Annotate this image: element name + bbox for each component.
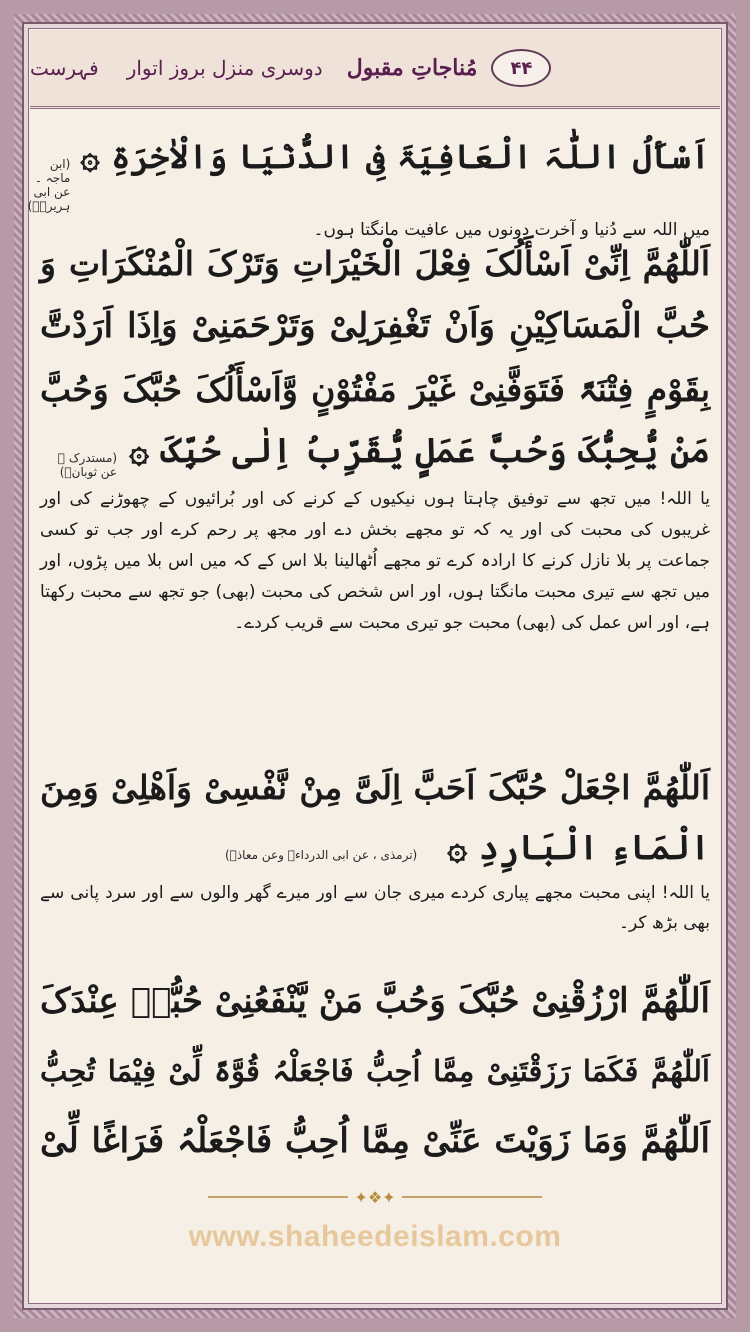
- hadith-reference: (ابن ماجہ ۔ عن ابی ہریرہؓ): [27, 157, 71, 213]
- arabic-line: اَللّٰھُمَّ ارْزُقْنِیْ حُبَّکَ وَحُبَّ مَنْ یَّنْفَعُنِیْ حُبُّہٗ عِنْدَکَ: [40, 981, 710, 1021]
- page-number-badge: [491, 49, 551, 87]
- dua-block-4: [40, 966, 710, 1176]
- urdu-translation: یا اللہ! اپنی محبت مجھے پیاری کردے میری جان سے اور میرے گھر والوں سے اور سرد پانی سے بھی بڑھ کر۔: [40, 883, 710, 933]
- header-row: [30, 44, 720, 92]
- arabic-line: حُبَّ الْمَسَاکِیْنِ وَاَنْ تَغْفِرَلِیْ وَتَرْحَمَنِیْ وَاِذَا اَرَدْتَّ: [40, 306, 710, 346]
- arabic-line: اَسْأَلُ اللّٰہَ الْعَافِیَۃَ فِی الدُّنْیَا وَالْاٰخِرَۃِ ۞: [80, 137, 710, 176]
- arabic-line: اَللّٰھُمَّ اِنِّیْ اَسْأَلُکَ فِعْلَ الْخَیْرَاتِ وَتَرْکَ الْمُنْکَرَاتِ وَ: [40, 244, 710, 283]
- arabic-line: اَللّٰھُمَّ وَمَا زَوَیْتَ عَنِّیْ مِمَّا اُحِبُّ فَاجْعَلْہُ فَرَاغًا لِّیْ: [40, 1121, 710, 1161]
- website-link[interactable]: www.shaheedeislam.com: [188, 1220, 562, 1253]
- page-content: [27, 130, 711, 1180]
- divider-line: [208, 1196, 348, 1198]
- ornament-divider: [0, 1188, 750, 1206]
- arabic-line: مَنْ یُّحِبُّکَ وَحُبَّ عَمَلٍ یُّقَرِّبُ اِلٰی حُبِّکَ ۞: [129, 431, 710, 471]
- urdu-translation: یا اللہ! میں تجھ سے توفیق چاہتا ہوں نیکیوں کے کرنے کی اور بُرائیوں کے چھوڑنے کی اور غریبوں کی محبت کی اور یہ کہ تو مجھے بخش دے اور مجھ پر رحم کرے اور جب تو کسی جماعت پر بلا نازل کرنے کا ارادہ کرے تو مجھے اُٹھالینا بلا اس کے کہ میں اس بلا میں پڑوں، اور میں تجھ سے تیری محبت مانگتا ہوں، اور اس شخص کی محبت (بھی) جو تجھ سے محبت رکھتا ہے، اور اس عمل کی (بھی) محبت جو تیری محبت سے قریب کردے۔: [40, 489, 711, 633]
- arabic-line: اَللّٰھُمَّ اجْعَلْ حُبَّکَ اَحَبَّ اِلَیَّ مِنْ نَّفْسِیْ وَاَھْلِیْ وَمِنَ: [40, 768, 710, 807]
- section-subtitle: دوسری منزل بروز اتوار: [126, 56, 323, 80]
- urdu-translation: میں اللہ سے دُنیا و آخرت دونوں میں عافیت مانگتا ہوں۔: [313, 220, 710, 240]
- dua-block-3: [40, 756, 710, 938]
- ornament-icon: ✦❖✦: [354, 1187, 396, 1207]
- page-number: ۴۴: [510, 57, 533, 79]
- dua-block-1: [27, 136, 710, 245]
- divider-line: [402, 1196, 542, 1198]
- hadith-reference: (ترمذی ، عن ابی الدرداءؓ وعن معاذؓ): [224, 848, 418, 862]
- arabic-line: اَللّٰھُمَّ فَکَمَا رَزَقْتَنِیْ مِمَّا اُحِبُّ فَاجْعَلْہُ قُوَّۃً لِّیْ فِیْمَا تُحِبُّ: [40, 1054, 710, 1088]
- index-link[interactable]: فہرست: [30, 56, 99, 80]
- dua-block-2: [40, 234, 710, 639]
- arabic-line: بِقَوْمٍ فِتْنَۃً فَتَوَفَّنِیْ غَیْرَ مَفْتُوْنٍ وَّاَسْأَلُکَ حُبَّکَ وَحُبَّ: [40, 370, 710, 409]
- book-title: مُناجاتِ مقبول: [346, 55, 478, 81]
- hadith-reference: (مستدرک ۔ عن ثوبانؓ): [57, 451, 118, 479]
- page-header: [30, 30, 720, 109]
- arabic-line: الْمَاءِ الْبَارِدِ ۞: [447, 828, 710, 868]
